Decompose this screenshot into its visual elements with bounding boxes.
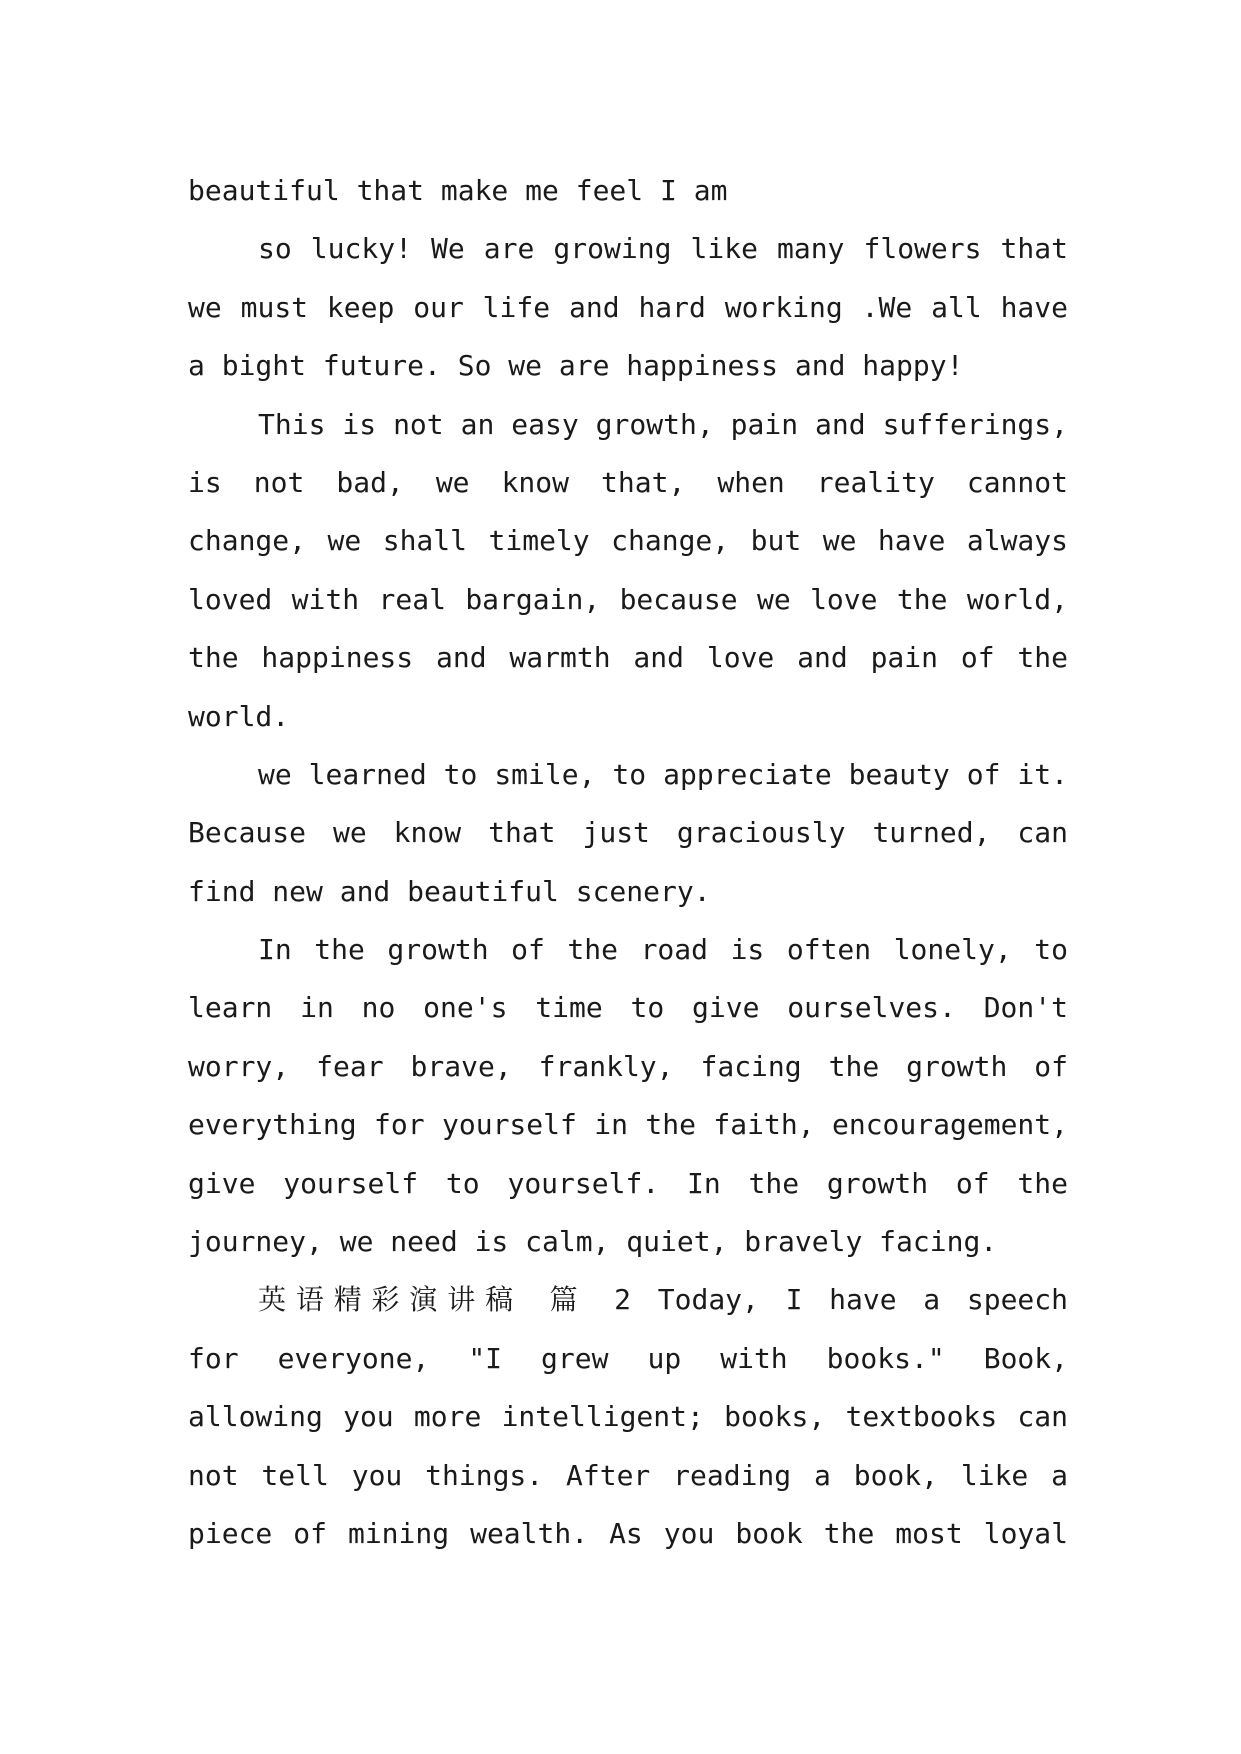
- text-line: piece of mining wealth. As you book the most loyal: [188, 1516, 1068, 1550]
- text-line: is not bad, we know that, when reality cannot: [188, 465, 1068, 499]
- paragraph-last-line: journey, we need is calm, quiet, bravely facing.: [188, 1225, 998, 1259]
- text-line: the happiness and warmth and love and pain of the: [188, 641, 1068, 675]
- paragraph-first-line: we learned to smile, to appreciate beauty of it.: [258, 757, 1068, 791]
- paragraph-last-line: find new and beautiful scenery.: [188, 874, 711, 908]
- text-line: loved with real bargain, because we love the world,: [188, 582, 1068, 616]
- text-line: change, we shall timely change, but we have always: [188, 524, 1068, 558]
- paragraph-first-line: This is not an easy growth, pain and sufferings,: [258, 407, 1068, 441]
- text-line: Because we know that just graciously turned, can: [188, 816, 1068, 850]
- text-line: we must keep our life and hard working .We all have: [188, 290, 1068, 324]
- paragraph-last-line: a bight future. So we are happiness and happy!: [188, 349, 964, 383]
- text-line: beautiful that make me feel I am: [188, 174, 728, 207]
- text-line: learn in no one's time to give ourselves. Don't: [188, 991, 1068, 1025]
- text-line: worry, fear brave, frankly, facing the growth of: [188, 1049, 1068, 1083]
- paragraph-first-line: In the growth of the road is often lonely, to: [258, 933, 1068, 967]
- paragraph-first-line: so lucky! We are growing like many flowers that: [258, 232, 1068, 266]
- text-line: allowing you more intelligent; books, textbooks can: [188, 1400, 1068, 1434]
- text-line: not tell you things. After reading a book, like a: [188, 1458, 1068, 1492]
- paragraph-last-line: world.: [188, 699, 290, 733]
- body-text: [188, 162, 1068, 1563]
- text-line: give yourself to yourself. In the growth of the: [188, 1166, 1068, 1200]
- text-line: everything for yourself in the faith, encouragement,: [188, 1108, 1068, 1142]
- section-heading-line: 英语精彩演讲稿 篇 2 Today, I have a speech: [258, 1283, 1068, 1317]
- text-line: for everyone, "I grew up with books." Book,: [188, 1341, 1068, 1375]
